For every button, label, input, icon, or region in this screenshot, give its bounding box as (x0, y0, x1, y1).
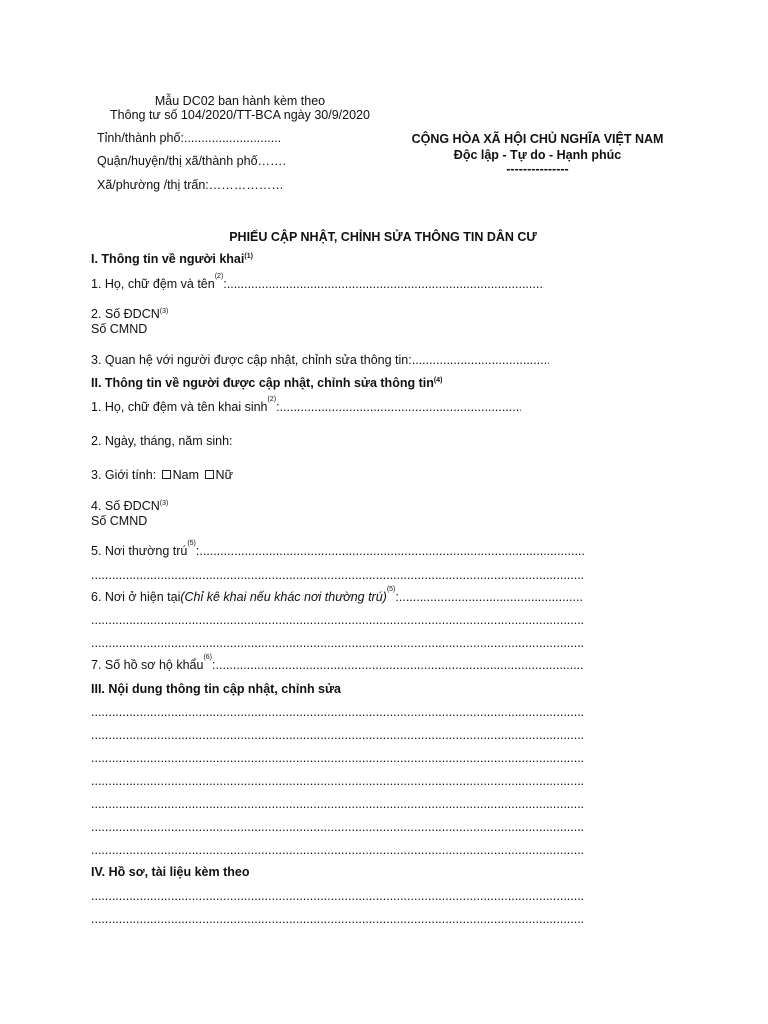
section3-heading: III. Nội dung thông tin cập nhật, chỉnh sửa (91, 682, 342, 696)
birth-name-label: 1. Họ, chữ đệm và tên khai sinh (91, 400, 268, 414)
national-separator: --------------- (506, 162, 569, 176)
section4-heading: IV. Hồ sơ, tài liệu kèm theo (91, 865, 250, 879)
section1-heading-sup: (1) (244, 253, 253, 260)
permanent-residence-field[interactable]: 5. Nơi thường trú (5) : ..... (91, 544, 584, 558)
update-content-line-4[interactable] (91, 774, 584, 788)
form-title: PHIẾU CẬP NHẬT, CHỈNH SỬA THÔNG TIN DÂN CƯ (229, 230, 537, 244)
gender-female-checkbox[interactable] (205, 470, 214, 479)
attachments-line-1[interactable] (91, 889, 584, 903)
province-field[interactable]: Tỉnh/thành phố:............................ (97, 131, 282, 145)
national-header (395, 131, 680, 175)
update-content-line-1[interactable] (91, 705, 584, 719)
national-motto: Độc lập - Tự do - Hạnh phúc (453, 148, 622, 162)
declarant-cmnd-label[interactable]: Số CMND (91, 322, 148, 336)
update-content-line-7[interactable] (91, 843, 584, 857)
current-residence-field[interactable]: 6. Nơi ở hiện tại (Chỉ kê khai nếu khác nơi thường trú) (5) : ..... (91, 590, 584, 604)
subject-cmnd-label[interactable]: Số CMND (91, 514, 148, 528)
section2-heading: II. Thông tin về người được cập nhật, chỉnh sửa thông tin$^{(4)}$ (91, 376, 443, 390)
declarant-id-label[interactable]: 2. Số ĐDCN$^{(3)}$ (91, 307, 169, 321)
gender-male-checkbox[interactable] (162, 470, 171, 479)
current-residence-note: (Chỉ kê khai nếu khác nơi thường trú) (180, 590, 387, 604)
template-note-line1: Mẫu DC02 ban hành kèm theo (154, 94, 326, 108)
relationship-field[interactable] (91, 353, 549, 367)
national-title: CỘNG HÒA XÃ HỘI CHỦ NGHĨA VIỆT NAM (411, 132, 664, 146)
gender-male-label: Nam (172, 468, 200, 482)
birth-date-label[interactable]: 2. Ngày, tháng, năm sinh: (91, 434, 233, 448)
template-note (90, 94, 390, 122)
current-residence-line-2[interactable] (91, 636, 584, 650)
update-content-line-6[interactable] (91, 820, 584, 834)
gender-label: 3. Giới tính: (91, 468, 157, 482)
update-content-line-3[interactable] (91, 751, 584, 765)
declarant-name-sup: (2) (214, 273, 224, 280)
section1-heading (91, 252, 253, 266)
template-note-line2: Thông tư số 104/2020/TT-BCA ngày 30/9/2020 (110, 108, 370, 122)
birth-name-field[interactable]: 1. Họ, chữ đệm và tên khai sinh (2) : ..... (91, 400, 521, 414)
relationship-label: 3. Quan hệ với người được cập nhật, chỉnh sửa thông tin: (91, 353, 412, 367)
attachments-line-2[interactable] (91, 912, 584, 926)
household-record-label: 7. Số hồ sơ hộ khẩu (91, 658, 204, 672)
update-content-line-2[interactable] (91, 728, 584, 742)
district-field[interactable]: Quận/huyện/thị xã/thành phố……. (97, 154, 287, 168)
permanent-residence-label: 5. Nơi thường trú (91, 544, 188, 558)
current-residence-label: 6. Nơi ở hiện tại (91, 590, 181, 604)
subject-id-label[interactable]: 4. Số ĐDCN$^{(3)}$ (91, 499, 169, 513)
current-residence-line-1[interactable] (91, 613, 584, 627)
section1-heading-text: I. Thông tin về người khai (91, 252, 245, 266)
declarant-name-field[interactable]: 1. Họ, chữ đệm và tên (2) : ..... (91, 277, 544, 291)
gender-field (91, 468, 233, 482)
permanent-residence-line[interactable] (91, 568, 584, 582)
declarant-name-label: 1. Họ, chữ đệm và tên (91, 277, 215, 291)
ward-field[interactable]: Xã/phường /thị trấn:……………… (97, 178, 284, 192)
household-record-field[interactable]: 7. Số hồ sơ hộ khẩu (6) : ..... (91, 658, 584, 672)
gender-female-label: Nữ (215, 468, 233, 482)
update-content-line-5[interactable] (91, 797, 584, 811)
